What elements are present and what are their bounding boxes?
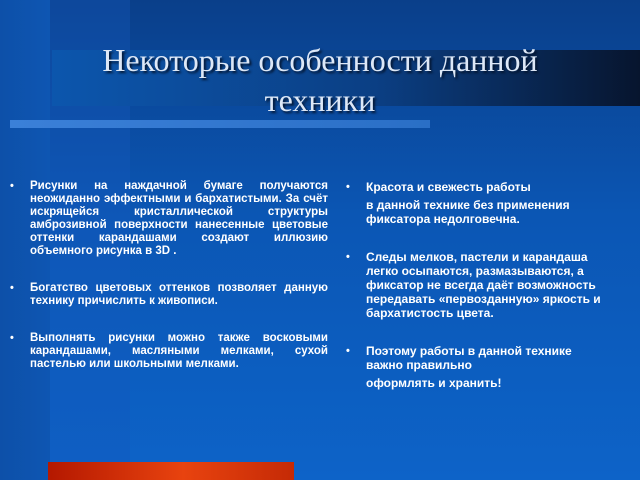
list-item <box>346 344 608 390</box>
right-column <box>346 180 608 414</box>
left-column <box>10 180 328 395</box>
bottom-accent-bar <box>48 462 294 480</box>
bullet-icon: • <box>346 345 350 357</box>
bullet-icon: • <box>10 332 14 344</box>
list-item-text: Следы мелков, пастели и карандаша легко осыпаются, размазываются, а фиксатор не всегда даёт возможность передавать «первозданную» яркость и бархатистость цвета. <box>366 250 601 320</box>
list-item <box>346 180 608 226</box>
bullet-icon: • <box>10 180 14 192</box>
list-item <box>346 250 608 320</box>
list-item-text: Рисунки на наждачной бумаге получаются неожиданно эффектными и бархатистыми. За счёт искрящейся кристаллической структуры амброзивной поверхности нанесенные цветовые оттенки карандашами создают иллюзию объемного рисунка в 3D . <box>30 180 328 257</box>
list-item-text: Поэтому работы в данной технике важно правильно <box>366 344 572 372</box>
list-item <box>10 282 328 308</box>
list-item-text-continued: в данной технике без применения фиксатора недолговечна. <box>366 198 570 226</box>
bullet-icon: • <box>10 282 14 294</box>
list-item-text-continued: оформлять и хранить! <box>366 376 502 390</box>
list-item <box>10 180 328 258</box>
list-item-text: Богатство цветовых оттенков позволяет данную технику причислить к живописи. <box>30 282 328 307</box>
slide-title: Некоторые особенности данной техники <box>102 42 538 118</box>
bullet-icon: • <box>346 181 350 193</box>
list-item-text: Красота и свежесть работы <box>366 180 531 194</box>
list-item <box>10 332 328 371</box>
bullet-icon: • <box>346 251 350 263</box>
title-underline-bar <box>10 120 430 128</box>
list-item-text: Выполнять рисунки можно также восковыми карандашами, масляными мелками, сухой пастелью или школьными мелками. <box>30 332 328 370</box>
